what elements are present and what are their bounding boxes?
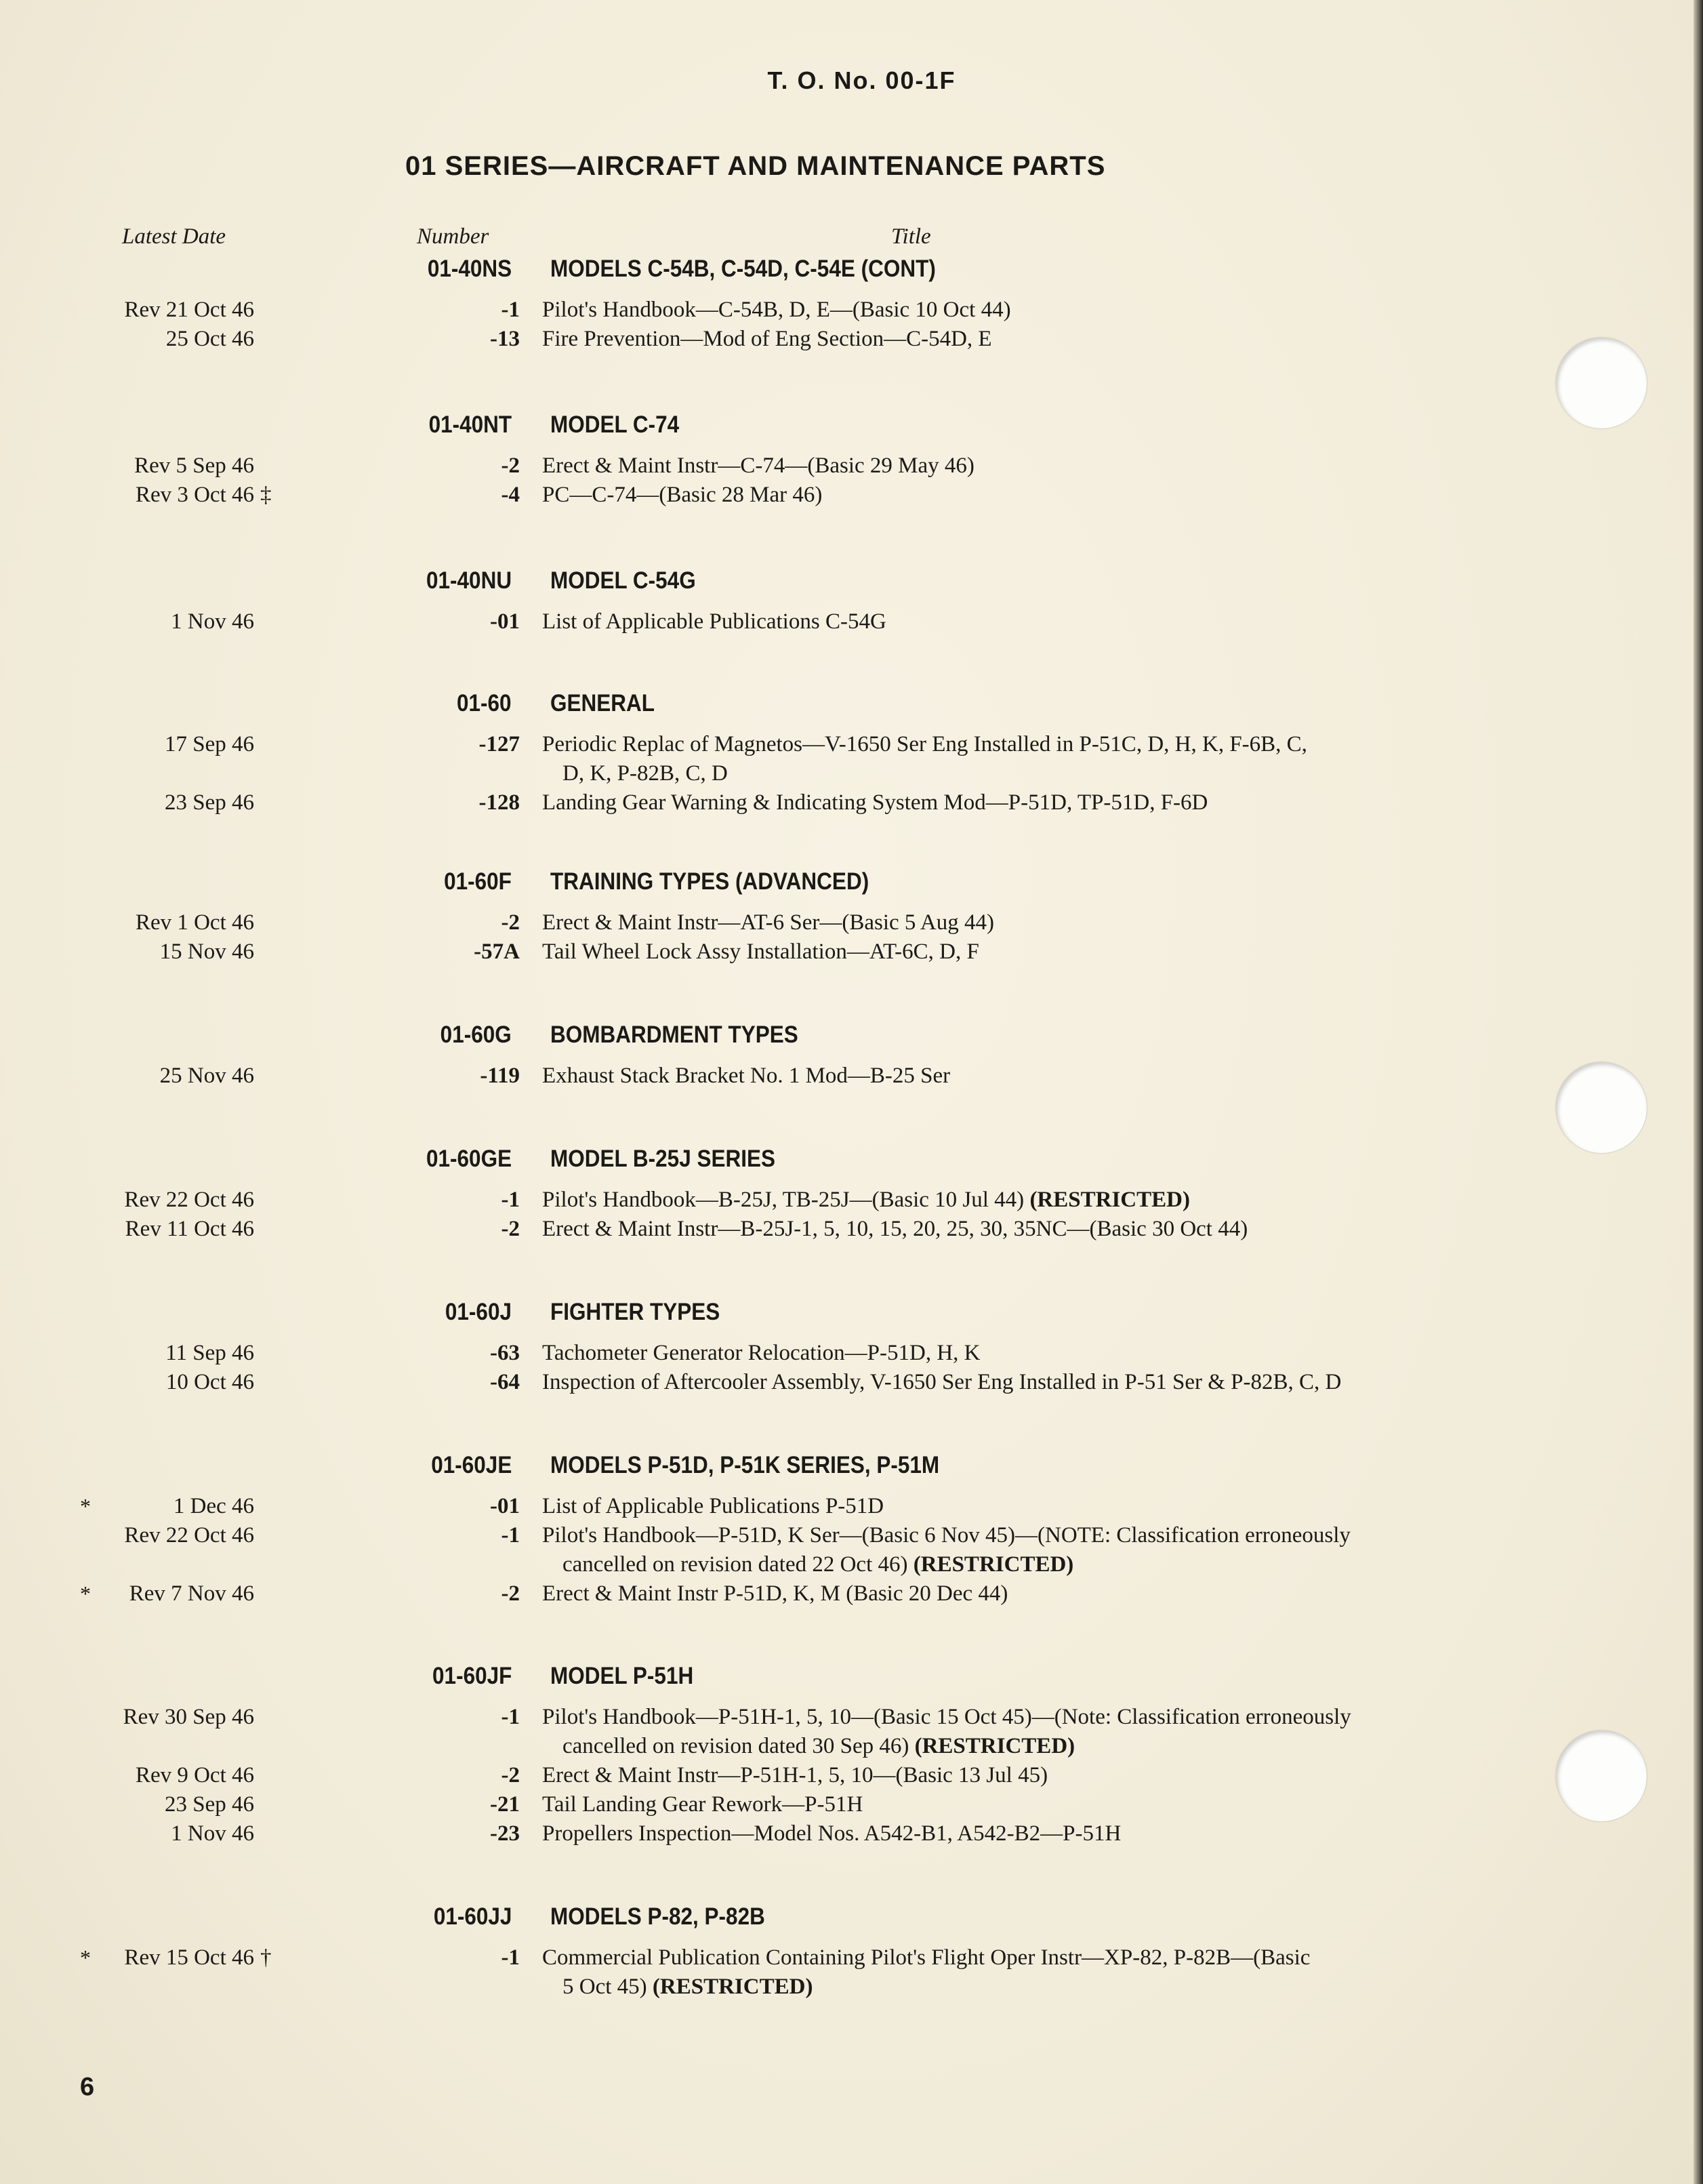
publication-entry: [0, 1368, 1703, 1397]
publication-title: [542, 1790, 1703, 1819]
title-line: [542, 296, 1703, 325]
latest-date: 1 Nov 46: [171, 1821, 254, 1846]
publication-entry: [0, 1521, 1703, 1579]
publication-entry: [0, 296, 1703, 325]
latest-date: Rev 7 Nov 46: [129, 1581, 254, 1606]
title-line: [542, 1819, 1703, 1848]
publication-section: [0, 567, 1703, 636]
section-number: 01-60: [457, 690, 512, 716]
title-text: Erect & Maint Instr P-51D, K, M (Basic 20 Dec 44): [542, 1581, 1008, 1606]
section-number: 01-60J: [445, 1299, 512, 1325]
publication-entry: [0, 1186, 1703, 1215]
publication-entry: [0, 1339, 1703, 1368]
title-text: Tail Landing Gear Rework—P-51H: [542, 1792, 863, 1817]
section-name: MODELS P-82, P-82B: [550, 1903, 765, 1930]
publication-entry: [0, 325, 1703, 354]
latest-date: 23 Sep 46: [165, 790, 254, 815]
publication-entry: [0, 1819, 1703, 1848]
section-number: 01-60GE: [426, 1146, 512, 1172]
title-text: Exhaust Stack Bracket No. 1 Mod—B-25 Ser: [542, 1064, 951, 1088]
title-text: Periodic Replac of Magnetos—V-1650 Ser Eng Installed in P-51C, D, H, K, F-6B, C,: [542, 732, 1307, 756]
publication-number: -2: [501, 910, 520, 935]
section-name: MODELS C-54B, C-54D, C-54E (CONT): [550, 256, 936, 282]
publication-section: [0, 689, 1703, 817]
footnote-symbol: ‡: [260, 483, 272, 507]
publication-number: -127: [478, 732, 520, 756]
publication-number: -2: [501, 453, 520, 478]
new-entry-marker: *: [80, 1494, 91, 1518]
title-text: Propellers Inspection—Model Nos. A542-B1, A542-B2—P-51H: [542, 1821, 1122, 1846]
section-name: FIGHTER TYPES: [550, 1299, 720, 1325]
publication-title: [542, 1521, 1703, 1579]
classification-label: (RESTRICTED): [652, 1975, 813, 1999]
section-number: 01-40NT: [428, 411, 512, 438]
publication-number: -1: [501, 1523, 520, 1548]
publication-title: [542, 1215, 1703, 1244]
title-line: [542, 1790, 1703, 1819]
publication-number: -63: [490, 1341, 520, 1365]
publication-number: -1: [501, 1188, 520, 1212]
publication-title: [542, 451, 1703, 481]
title-line: [542, 1761, 1703, 1790]
publication-entry: [0, 730, 1703, 788]
section-number: 01-60JJ: [433, 1903, 512, 1930]
publication-entry: [0, 481, 1703, 510]
publication-title: [542, 1339, 1703, 1368]
publication-title: [542, 1703, 1703, 1761]
publication-entry: [0, 451, 1703, 481]
title-line: [542, 1368, 1703, 1397]
title-text: cancelled on revision dated 30 Sep 46): [562, 1734, 909, 1758]
classification-label: (RESTRICTED): [1029, 1188, 1190, 1212]
latest-date: 23 Sep 46: [165, 1792, 254, 1817]
title-line: [542, 1550, 1703, 1579]
publication-number: -1: [501, 1945, 520, 1970]
publication-section: [0, 868, 1703, 967]
title-text: List of Applicable Publications C-54G: [542, 609, 886, 634]
publication-title: [542, 607, 1703, 636]
title-line: [542, 1186, 1703, 1215]
title-text: Pilot's Handbook—C-54B, D, E—(Basic 10 Oct 44): [542, 298, 1011, 322]
title-line: [542, 1943, 1703, 1973]
publication-title: [542, 788, 1703, 817]
latest-date: Rev 11 Oct 46: [125, 1217, 254, 1241]
publication-number: -21: [490, 1792, 520, 1817]
publication-title: [542, 481, 1703, 510]
publication-title: [542, 908, 1703, 937]
publication-number: -57A: [474, 939, 520, 964]
latest-date: 11 Sep 46: [165, 1341, 254, 1365]
title-line: [542, 937, 1703, 967]
section-heading: [0, 1145, 1703, 1186]
title-line: [542, 1492, 1703, 1521]
publication-section: [0, 1662, 1703, 1848]
section-heading: [0, 1662, 1703, 1703]
column-header-date: Latest Date: [122, 224, 226, 249]
page-number: 6: [80, 2073, 95, 2101]
section-heading: [0, 1451, 1703, 1492]
title-text: Erect & Maint Instr—B-25J-1, 5, 10, 15, 20, 25, 30, 35NC—(Basic 30 Oct 44): [542, 1217, 1248, 1241]
section-number: 01-40NU: [426, 567, 512, 594]
column-header-title: Title: [891, 224, 931, 249]
publication-number: -01: [490, 1494, 520, 1518]
latest-date: 17 Sep 46: [165, 732, 254, 756]
classification-label: (RESTRICTED): [913, 1552, 1074, 1577]
section-heading: [0, 567, 1703, 607]
publication-title: [542, 1492, 1703, 1521]
section-name: MODEL P-51H: [550, 1663, 694, 1689]
title-text: D, K, P-82B, C, D: [562, 761, 728, 786]
publication-entry: [0, 1492, 1703, 1521]
latest-date: 10 Oct 46: [165, 1370, 254, 1394]
title-line: [542, 1703, 1703, 1732]
publication-entry: [0, 937, 1703, 967]
title-line: [542, 607, 1703, 636]
title-line: [542, 1732, 1703, 1761]
publication-title: [542, 1943, 1703, 2002]
publication-section: [0, 1451, 1703, 1609]
publication-number: -119: [480, 1064, 520, 1088]
title-line: [542, 788, 1703, 817]
publication-entry: [0, 1579, 1703, 1609]
title-line: [542, 1973, 1703, 2002]
publication-section: [0, 1145, 1703, 1244]
publication-title: [542, 325, 1703, 354]
title-line: [542, 1579, 1703, 1609]
publication-entry: [0, 1215, 1703, 1244]
section-number: 01-60F: [444, 868, 512, 895]
title-text: Landing Gear Warning & Indicating System Mod—P-51D, TP-51D, F-6D: [542, 790, 1208, 815]
publication-section: [0, 1903, 1703, 2002]
publication-title: [542, 1061, 1703, 1091]
section-name: TRAINING TYPES (ADVANCED): [550, 868, 869, 895]
latest-date: Rev 5 Sep 46: [134, 453, 254, 478]
latest-date: 25 Oct 46: [165, 327, 254, 351]
title-text: Fire Prevention—Mod of Eng Section—C-54D, E: [542, 327, 992, 351]
title-line: [542, 759, 1703, 788]
section-name: MODELS P-51D, P-51K SERIES, P-51M: [550, 1452, 940, 1478]
publication-title: [542, 296, 1703, 325]
publication-entry: [0, 908, 1703, 937]
publication-number: -1: [501, 298, 520, 322]
latest-date: 1 Dec 46: [173, 1494, 254, 1518]
publication-number: -2: [501, 1763, 520, 1787]
publication-entry: [0, 1761, 1703, 1790]
publication-title: [542, 937, 1703, 967]
latest-date: 25 Nov 46: [159, 1064, 254, 1088]
title-text: List of Applicable Publications P-51D: [542, 1494, 884, 1518]
publication-number: -13: [490, 327, 520, 351]
section-heading: [0, 1021, 1703, 1061]
title-text: 5 Oct 45): [562, 1975, 647, 1999]
title-text: Erect & Maint Instr—P-51H-1, 5, 10—(Basic 13 Jul 45): [542, 1763, 1048, 1787]
title-text: Erect & Maint Instr—AT-6 Ser—(Basic 5 Aug 44): [542, 910, 994, 935]
publication-section: [0, 1021, 1703, 1091]
publication-number: -2: [501, 1581, 520, 1606]
title-text: Commercial Publication Containing Pilot's Flight Oper Instr—XP-82, P-82B—(Basic: [542, 1945, 1311, 1970]
publication-entry: [0, 1943, 1703, 2002]
section-number: 01-60JE: [430, 1452, 512, 1478]
new-entry-marker: *: [80, 1945, 91, 1970]
publication-number: -64: [490, 1370, 520, 1394]
publication-number: -01: [490, 609, 520, 634]
section-heading: [0, 1298, 1703, 1339]
latest-date: Rev 22 Oct 46: [124, 1188, 254, 1212]
section-name: MODEL B-25J SERIES: [550, 1146, 776, 1172]
latest-date: Rev 30 Sep 46: [123, 1705, 254, 1729]
new-entry-marker: *: [80, 1581, 91, 1606]
title-line: [542, 1061, 1703, 1091]
section-name: MODEL C-74: [550, 411, 680, 438]
latest-date: Rev 9 Oct 46: [135, 1763, 254, 1787]
title-line: [542, 730, 1703, 759]
section-heading: [0, 1903, 1703, 1943]
title-text: Tachometer Generator Relocation—P-51D, H, K: [542, 1341, 981, 1365]
publication-number: -4: [501, 483, 520, 507]
publication-title: [542, 1579, 1703, 1609]
title-text: Pilot's Handbook—B-25J, TB-25J—(Basic 10 Jul 44): [542, 1188, 1025, 1212]
section-heading: [0, 689, 1703, 730]
title-text: PC—C-74—(Basic 28 Mar 46): [542, 483, 823, 507]
latest-date: Rev 15 Oct 46: [124, 1945, 254, 1970]
series-title: 01 SERIES—AIRCRAFT AND MAINTENANCE PARTS: [405, 151, 1106, 181]
publication-section: [0, 411, 1703, 510]
title-line: [542, 325, 1703, 354]
title-line: [542, 908, 1703, 937]
title-text: Tail Wheel Lock Assy Installation—AT-6C, D, F: [542, 939, 979, 964]
title-text: Pilot's Handbook—P-51H-1, 5, 10—(Basic 15 Oct 45)—(Note: Classification erroneously: [542, 1705, 1351, 1729]
section-number: 01-40NS: [427, 256, 512, 282]
latest-date: Rev 1 Oct 46: [135, 910, 254, 935]
section-name: BOMBARDMENT TYPES: [550, 1022, 798, 1048]
publication-entry: [0, 1790, 1703, 1819]
publication-section: [0, 1298, 1703, 1397]
title-line: [542, 481, 1703, 510]
title-line: [542, 451, 1703, 481]
publication-number: -128: [478, 790, 520, 815]
publication-title: [542, 1761, 1703, 1790]
title-line: [542, 1521, 1703, 1550]
publication-entry: [0, 607, 1703, 636]
title-text: Pilot's Handbook—P-51D, K Ser—(Basic 6 Nov 45)—(NOTE: Classification erroneously: [542, 1523, 1351, 1548]
publication-entry: [0, 788, 1703, 817]
publication-number: -1: [501, 1705, 520, 1729]
section-heading: [0, 255, 1703, 296]
title-text: Inspection of Aftercooler Assembly, V-1650 Ser Eng Installed in P-51 Ser & P-82B, C, D: [542, 1370, 1342, 1394]
title-text: cancelled on revision dated 22 Oct 46): [562, 1552, 908, 1577]
section-heading: [0, 868, 1703, 908]
publication-number: -2: [501, 1217, 520, 1241]
latest-date: Rev 3 Oct 46: [135, 483, 254, 507]
publication-title: [542, 1819, 1703, 1848]
title-line: [542, 1215, 1703, 1244]
publication-title: [542, 730, 1703, 788]
publication-title: [542, 1186, 1703, 1215]
publication-title: [542, 1368, 1703, 1397]
classification-label: (RESTRICTED): [914, 1734, 1075, 1758]
technical-order-number: T. O. No. 00-1F: [767, 66, 956, 94]
publication-entry: [0, 1703, 1703, 1761]
section-heading: [0, 411, 1703, 451]
latest-date: Rev 21 Oct 46: [124, 298, 254, 322]
title-text: Erect & Maint Instr—C-74—(Basic 29 May 46): [542, 453, 974, 478]
publication-number: -23: [490, 1821, 520, 1846]
column-header-number: Number: [417, 224, 489, 249]
footnote-symbol: †: [260, 1945, 272, 1970]
section-number: 01-60G: [440, 1022, 512, 1048]
title-line: [542, 1339, 1703, 1368]
publication-entry: [0, 1061, 1703, 1091]
latest-date: Rev 22 Oct 46: [124, 1523, 254, 1548]
section-name: MODEL C-54G: [550, 567, 696, 594]
section-name: GENERAL: [550, 690, 655, 716]
publication-section: [0, 255, 1703, 354]
section-number: 01-60JF: [432, 1663, 512, 1689]
latest-date: 1 Nov 46: [171, 609, 254, 634]
latest-date: 15 Nov 46: [159, 939, 254, 964]
